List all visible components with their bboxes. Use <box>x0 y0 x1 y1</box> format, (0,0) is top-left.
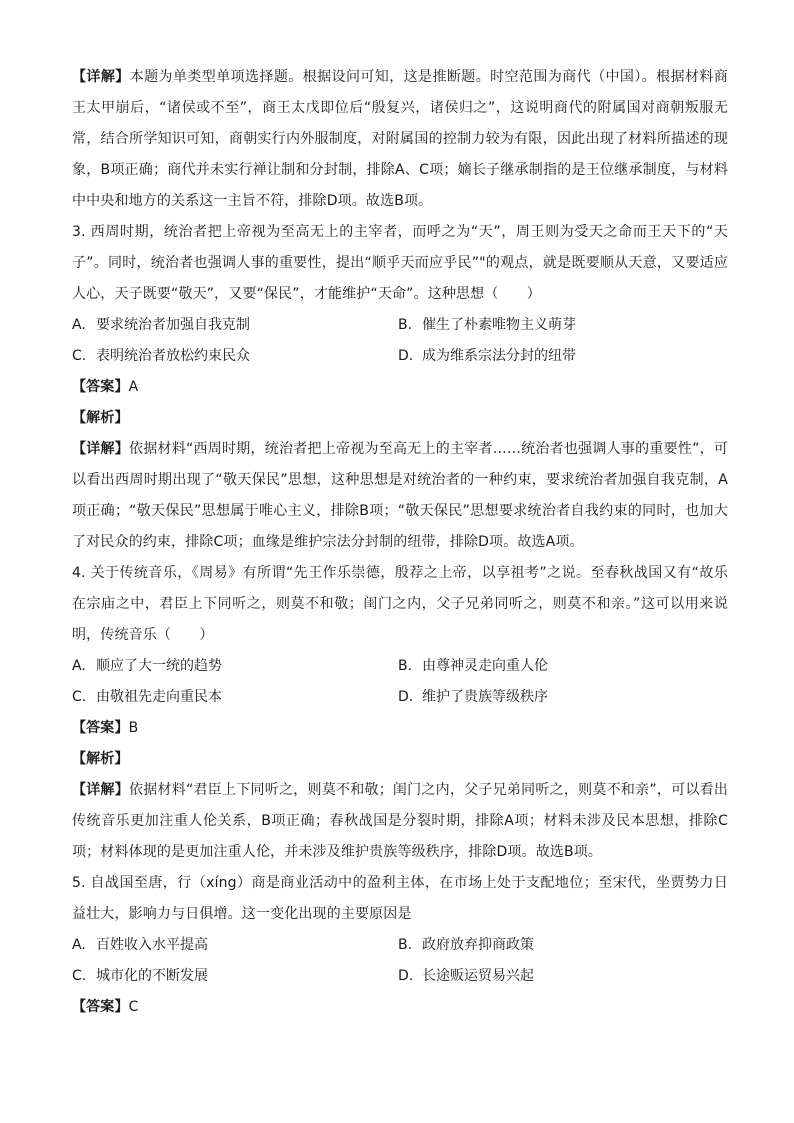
q2-detail <box>72 62 728 217</box>
q3-options <box>72 310 728 372</box>
q4-option-a[interactable]: A. 顺应了大一统的趋势 <box>72 658 222 674</box>
q5-stem: 5. 自战国至唐，行（xíng）商是商业活动中的盈利主体，在市场上处于支配地位；至宋代，坐贾势力日益壮大，影响力与日俱增。这一变化出现的主要原因是 <box>72 875 728 922</box>
q5-option-d[interactable]: D. 长途贩运贸易兴起 <box>398 968 534 984</box>
q5-options <box>72 930 728 992</box>
q3-option-b[interactable]: B. 催生了朴素唯物主义萌芽 <box>398 317 576 333</box>
q5-option-b[interactable]: B. 政府放弃抑商政策 <box>398 937 534 953</box>
q3-option-a[interactable]: A. 要求统治者加强自我克制 <box>72 317 250 333</box>
q4-answer <box>72 713 728 744</box>
q4-options <box>72 651 728 713</box>
q3-option-c[interactable]: C. 表明统治者放松约束民众 <box>72 348 250 364</box>
q3-analysis-tag: 【解析】 <box>72 410 129 426</box>
q3-answer-value: A <box>128 379 139 395</box>
document-page <box>72 62 728 1023</box>
q5-option-c[interactable]: C. 城市化的不断发展 <box>72 968 208 984</box>
q4-detail-text: 依据材料“君臣上下同听之，则莫不和敬；闺门之内，父子兄弟同听之，则莫不和亲”，可以看出传统音乐更加注重人伦关系，B项正确；春秋战国是分裂时期，排除A项；材料未涉及民本思想，排除C项；材料体现的是更加注重人伦，并未涉及维护贵族等级秩序，排除D项。故选B项。 <box>72 782 729 860</box>
q4-answer-tag: 【答案】 <box>72 720 129 736</box>
q4-analysis-tag: 【解析】 <box>72 751 129 767</box>
q4-detail <box>72 775 728 868</box>
q5-answer-value: C <box>128 999 139 1015</box>
q2-detail-text: 本题为单类型单项选择题。根据设问可知，这是推断题。时空范围为商代（中国）。根据材料商王太甲崩后，“诸侯或不至”，商王太戊即位后“殷复兴，诸侯归之”，这说明商代的附属国对商朝叛服无常，结合所学知识可知，商朝实行内外服制度，对附属国的控制力较为有限，因此出现了材料所描述的现象，B项正确；商代并未实行禅让制和分封制，排除A、C项；嫡长子继承制指的是王位继承制度，与材料中中央和地方的关系这一主旨不符，排除D项。故选B项。 <box>72 69 728 209</box>
q4-option-c[interactable]: C. 由敬祖先走向重民本 <box>72 689 222 705</box>
q5-answer-tag: 【答案】 <box>72 999 129 1015</box>
q3-detail-text: 依据材料“西周时期，统治者把上帝视为至高无上的主宰者……统治者也强调人事的重要性”，可以看出西周时期出现了“敬天保民”思想，这种思想是对统治者的一种约束，要求统治者加强自我克制，A项正确；“敬天保民”思想属于唯心主义，排除B项；“敬天保民”思想要求统治者自我约束的同时，也加大了对民众的约束，排除C项；血缘是维护宗法分封制的纽带，排除D项。故选A项。 <box>72 441 728 550</box>
q4-stem: 4. 关于传统音乐，《周易》有所谓“先王作乐崇德，殷荐之上帝，以享祖考”之说。至春秋战国又有“故乐在宗庙之中，君臣上下同听之，则莫不和敬；闺门之内，父子兄弟同听之，则莫不和亲。”这可以用来说明，传统音乐（ ） <box>72 565 728 643</box>
q4-option-b[interactable]: B. 由尊神灵走向重人伦 <box>398 658 548 674</box>
q4-answer-value: B <box>128 720 139 736</box>
q3-detail-tag: 【详解】 <box>72 441 129 457</box>
q5-option-a[interactable]: A. 百姓收入水平提高 <box>72 937 208 953</box>
q3-stem: 3. 西周时期，统治者把上帝视为至高无上的主宰者，而呼之为“天”，周王则为受天之命而王天下的“天子”。同时，统治者也强调人事的重要性，提出“顺乎天而应乎民”"的观点，就是既要顺从天意，又要适应人心，天子既要“敬天”，又要“保民”，才能维护“天命”。这种思想（ ） <box>72 224 728 302</box>
q3-option-d[interactable]: D. 成为维系宗法分封的纽带 <box>398 348 576 364</box>
q4-analysis <box>72 744 728 775</box>
q4-option-d[interactable]: D. 维护了贵族等级秩序 <box>398 689 548 705</box>
q3-answer-tag: 【答案】 <box>72 379 129 395</box>
q3-answer <box>72 372 728 403</box>
q4-detail-tag: 【详解】 <box>72 782 129 798</box>
q5-answer <box>72 992 728 1023</box>
q3-detail <box>72 434 728 558</box>
q3-analysis <box>72 403 728 434</box>
q2-detail-tag: 【详解】 <box>72 69 130 85</box>
